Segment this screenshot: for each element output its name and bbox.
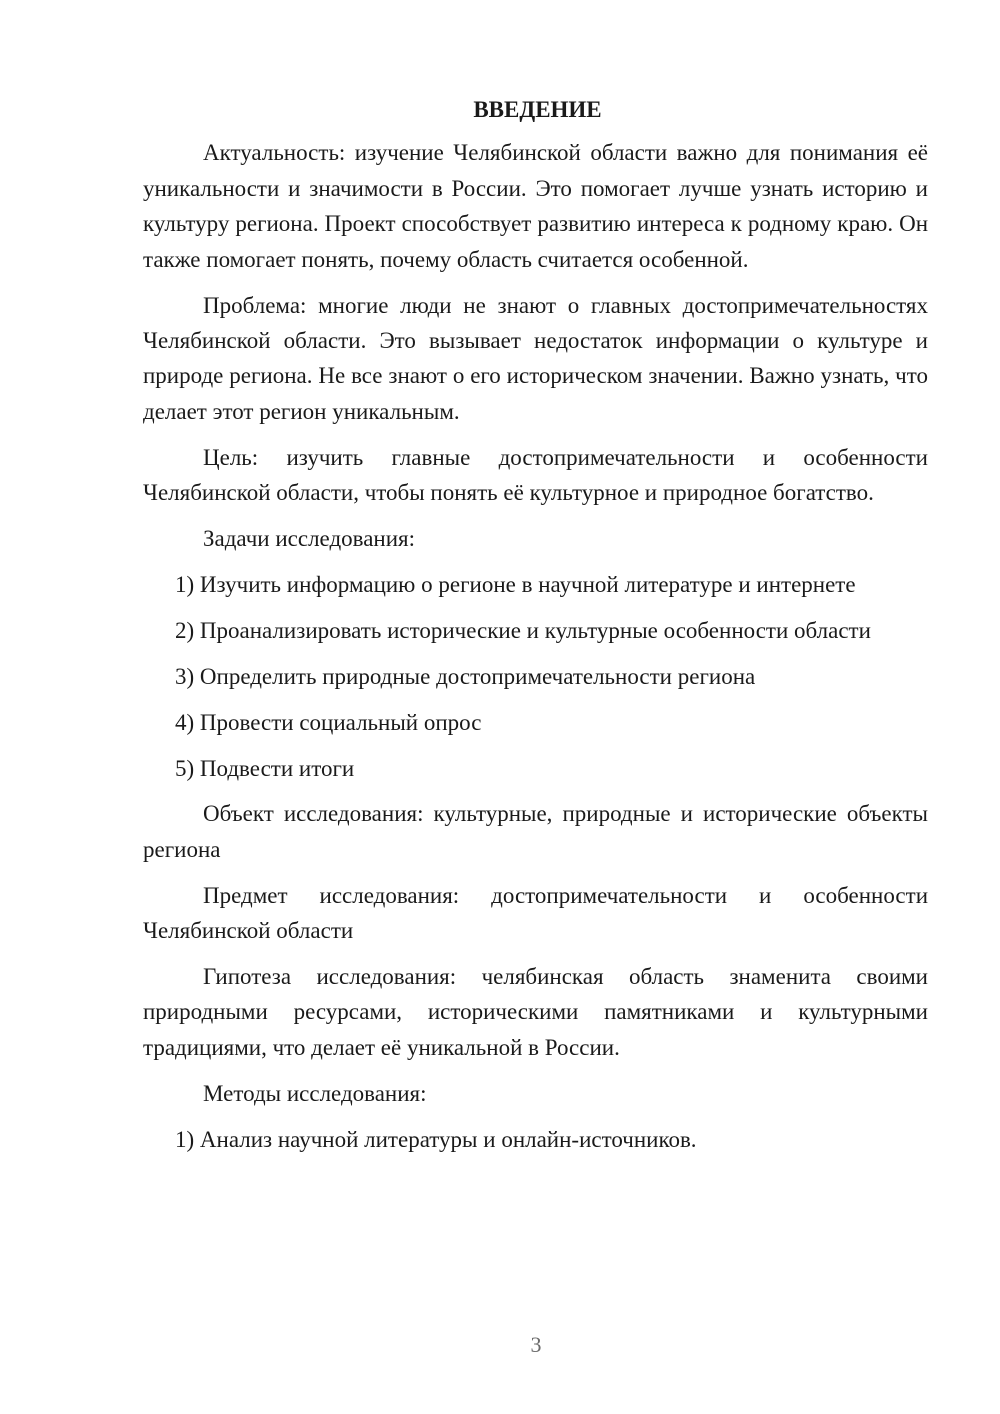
list-item-task-4: 4) Провести социальный опрос	[175, 709, 482, 735]
list-item-task-5: 5) Подвести итоги	[175, 755, 355, 781]
page-content	[143, 92, 928, 1168]
paragraph-relevance: Актуальность: изучение Челябинской области важно для понимания её уникальности и значимости в России. Это помогает лучше узнать историю и культуру региона. Проект способствует развитию интереса к родному краю. Он также помогает понять, почему область считается особенной.	[143, 140, 928, 272]
paragraph-subject: Предмет исследования: достопримечательности и особенности Челябинской области	[143, 882, 928, 944]
page-number: 3	[530, 1332, 542, 1357]
paragraph-problem: Проблема: многие люди не знают о главных достопримечательностях Челябинской области. Это вызывает недостаток информации о культуре и природе региона. Не все знают о его историческом значении. Важно узнать, что делает этот регион уникальным.	[143, 292, 928, 424]
list-item-task-1: 1) Изучить информацию о регионе в научной литературе и интернете	[175, 571, 856, 597]
list-item-task-2: 2) Проанализировать исторические и культурные особенности области	[175, 617, 871, 643]
paragraph-methods-heading: Методы исследования:	[203, 1080, 427, 1106]
paragraph-hypothesis: Гипотеза исследования: челябинская область знаменита своими природными ресурсами, историческими памятниками и культурными традициями, что делает её уникальной в России.	[143, 964, 928, 1060]
list-item-task-3: 3) Определить природные достопримечательности региона	[175, 663, 756, 689]
paragraph-goal: Цель: изучить главные достопримечательности и особенности Челябинской области, чтобы понять её культурное и природное богатство.	[143, 444, 928, 506]
list-item-method-1: 1) Анализ научной литературы и онлайн-источников.	[175, 1126, 697, 1152]
paragraph-object: Объект исследования: культурные, природные и исторические объекты региона	[143, 801, 928, 862]
paragraph-tasks-heading: Задачи исследования:	[203, 525, 416, 551]
page-title: ВВЕДЕНИЕ	[473, 97, 602, 122]
